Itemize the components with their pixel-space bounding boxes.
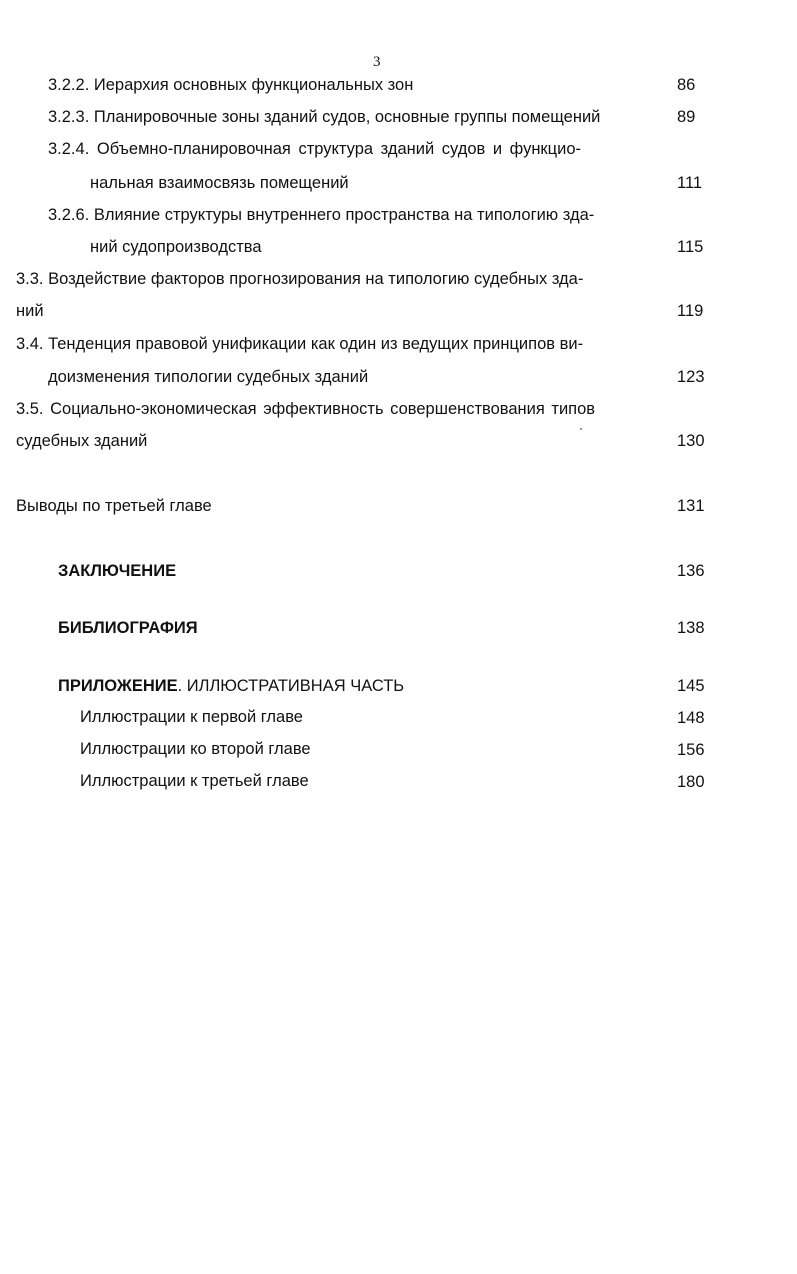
appendix-label-bold: ПРИЛОЖЕНИЕ [58,677,178,695]
toc-entry-page: 156 [677,741,705,759]
toc-entry-page: 111 [677,174,703,192]
page-number: 3 [373,54,381,70]
toc-entry-page: 130 [677,432,705,450]
toc-entry-page: 123 [677,368,705,386]
toc-entry-title: Иллюстрации к первой главе [80,708,303,726]
toc-entry-title: 3.2.6. Влияние структуры внутреннего пространства на типологию зда- [48,206,595,224]
toc-entry-title: 3.2.3. Планировочные зоны зданий судов, основные группы помещений [48,108,601,126]
toc-entry-title-cont: ний [16,302,44,320]
toc-entry-title: Выводы по третьей главе [16,497,212,515]
toc-entry-title: 3.2.2. Иерархия основных функциональных зон [48,76,414,94]
toc-entry-page: 180 [677,773,705,791]
toc-entry-title: ЗАКЛЮЧЕНИЕ [58,562,177,580]
toc-entry-page: 119 [677,302,704,320]
scan-speck [580,428,582,430]
toc-entry-page: 136 [677,562,705,580]
toc-entry-page: 148 [677,709,705,727]
toc-entry-title-cont: нальная взаимосвязь помещений [90,174,349,192]
toc-entry-title: 3.2.4. Объемно-планировочная структура зданий судов и функцио- [48,140,581,158]
toc-entry-page: 86 [677,76,696,94]
appendix-label-rest: . ИЛЛЮСТРАТИВНАЯ ЧАСТЬ [177,677,405,695]
toc-entry-title: 3.4. Тенденция правовой унификации как один из ведущих принципов ви- [16,335,584,353]
toc-entry-title-cont: ний судопроизводства [90,238,262,256]
toc-entry-page: 89 [677,108,696,126]
toc-entry-title [58,676,404,696]
toc-entry-page: 145 [677,677,705,695]
toc-entry-title: БИБЛИОГРАФИЯ [58,619,198,637]
toc-entry-title: 3.5. Социально-экономическая эффективность совершенствования типов [16,400,596,418]
toc-entry-page: 115 [677,238,704,256]
toc-entry-title-cont: судебных зданий [16,432,148,450]
toc-entry-title: Иллюстрации ко второй главе [80,740,311,758]
toc-entry-title-cont: доизменения типологии судебных зданий [48,368,369,386]
toc-entry-title: Иллюстрации к третьей главе [80,772,309,790]
toc-entry-title: 3.3. Воздействие факторов прогнозирования на типологию судебных зда- [16,270,584,288]
toc-entry-page: 131 [677,497,705,515]
toc-entry-page: 138 [677,619,705,637]
